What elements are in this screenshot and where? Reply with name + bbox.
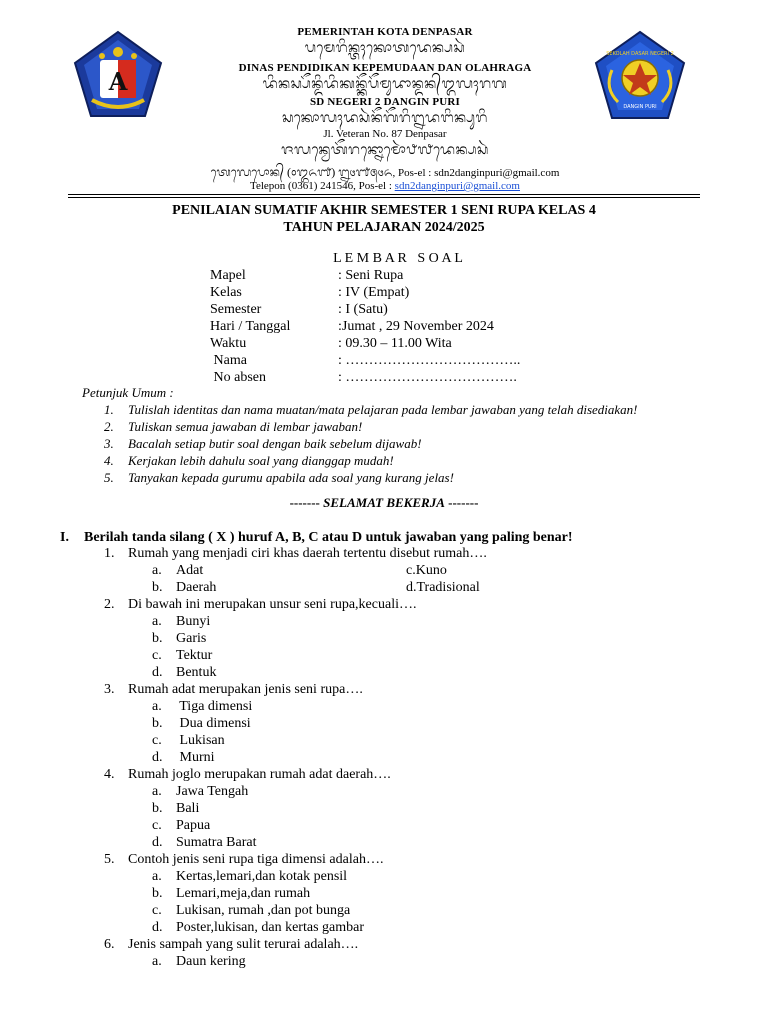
header-contact (150, 180, 620, 192)
option-text: Poster,lukisan, dan kertas gambar (176, 920, 365, 935)
lembar-soal-heading: L E M B A R S O A L (333, 251, 463, 266)
option-letter: d. (152, 835, 163, 850)
instruction-text: Bacalah setiap butir soal dengan baik sebelum dijawab! (128, 436, 422, 451)
question-text: Jenis sampah yang sulit terurai adalah…. (128, 937, 359, 952)
option-text: Daun kering (176, 954, 246, 969)
meta-value: : ……………………………….. (338, 353, 521, 368)
meta-value: :Jumat , 29 November 2024 (338, 319, 494, 334)
question-number: 5. (104, 852, 115, 867)
header-address: Jl. Veteran No. 87 Denpasar (323, 128, 447, 140)
option-letter: a. (152, 614, 162, 629)
option-letter: c. (152, 733, 162, 748)
question (104, 767, 391, 783)
header-school-name: SD NEGERI 2 DANGIN PURI (309, 96, 461, 108)
header-school-name-balinese: ᬲᬓᭀᬮᬄᬤᬲᬃᬦᭂᬕᭂᬭᬶ᭒ᬤᬗᬶᬦ᭄ᬧᬸᬭᬶ (282, 111, 488, 126)
option-text: Kertas,lemari,dan kotak pensil (176, 869, 348, 884)
header-department-balinese: ᬤᬶᬦᬲ᭄ᬧᭂᬦ᭄ᬤᬶᬤᬶᬓᬦ᭄ᬓᭂᬧᭂᬫᬸᬤᬵᬦ᭄ᬤᬦ᭄ᬑᬮᬄᬭᬕ (262, 77, 508, 92)
answer-option (152, 631, 206, 647)
option-letter: a. (152, 784, 162, 799)
option-text: Garis (176, 631, 207, 646)
question-number: 1. (104, 546, 115, 561)
option-text: Kuno (415, 563, 447, 578)
answer-option (152, 784, 248, 800)
option-letter: d. (406, 580, 417, 595)
meta-value: : 09.30 – 11.00 Wita (338, 336, 452, 351)
option-text: Tiga dimensi (176, 699, 253, 714)
option-letter: c. (406, 563, 416, 578)
answer-option (152, 920, 364, 936)
answer-option (152, 954, 246, 970)
option-letter: c. (152, 648, 162, 663)
question (104, 937, 358, 953)
instruction-item (104, 436, 422, 452)
meta-label: Kelas (210, 285, 242, 300)
header-email-1[interactable]: sdn2danginpuri@gmail.com (434, 167, 560, 179)
meta-value: : ………………………………. (338, 370, 517, 385)
answer-option (152, 903, 350, 919)
meta-label: Nama (210, 353, 247, 368)
instruction-text: Tanyakan kepada gurumu apabila ada soal yang kurang jelas! (128, 470, 454, 485)
answer-option (152, 648, 212, 664)
section-instruction: Berilah tanda silang ( X ) huruf A, B, C atau D untuk jawaban yang paling benar! (84, 530, 573, 545)
answer-option (152, 835, 256, 851)
meta-value: : Seni Rupa (338, 268, 404, 283)
instruction-text: Tuliskan semua jawaban di lembar jawaban! (128, 419, 363, 434)
selamat-dashes-left: ------- (289, 495, 320, 510)
selamat-bekerja (0, 495, 768, 511)
question-text: Di bawah ini merupakan unsur seni rupa,kecuali…. (128, 597, 417, 612)
option-text: Bunyi (176, 614, 211, 629)
header-government-balinese: ᬧᬫᬾᬭᬶᬦ᭄ᬢᬄᬓᭀᬢᬤᬾᬦ᭄ᬧᬲᬃ (304, 41, 466, 56)
instruction-number: 4. (104, 453, 114, 468)
option-text: Adat (176, 563, 204, 578)
meta-label: Semester (210, 302, 262, 317)
question-number: 6. (104, 937, 115, 952)
option-letter: b. (152, 716, 163, 731)
option-letter: a. (152, 699, 162, 714)
instruction-number: 3. (104, 436, 114, 451)
option-letter: c. (152, 903, 162, 918)
option-letter: b. (152, 801, 163, 816)
instruction-number: 1. (104, 402, 114, 417)
header-posel-label: , Pos-el : (392, 167, 432, 179)
instruction-item (104, 402, 638, 418)
meta-value: : I (Satu) (338, 302, 388, 317)
meta-label: No absen (210, 370, 266, 385)
option-text: Lemari,meja,dan rumah (176, 886, 311, 901)
instruction-item (104, 453, 394, 469)
answer-option (152, 750, 215, 766)
option-text: Jawa Tengah (176, 784, 249, 799)
answer-option (152, 614, 210, 630)
answer-option (152, 886, 310, 902)
exam-title: PENILAIAN SUMATIF AKHIR SEMESTER 1 SENI RUPA KELAS 4 (172, 203, 596, 218)
question-text: Rumah yang menjadi ciri khas daerah tertentu disebut rumah…. (128, 546, 487, 561)
instructions-heading: Petunjuk Umum : (82, 385, 174, 400)
option-letter: b. (152, 580, 163, 595)
meta-label: Mapel (210, 268, 246, 283)
svg-text:A: A (108, 67, 128, 96)
option-letter: c. (152, 818, 162, 833)
option-text: Dua dimensi (176, 716, 251, 731)
meta-value: : IV (Empat) (338, 285, 410, 300)
option-letter: b. (152, 886, 163, 901)
answer-option (152, 801, 199, 817)
instruction-number: 2. (104, 419, 114, 434)
question (104, 852, 383, 868)
exam-year: TAHUN PELAJARAN 2024/2025 (283, 220, 485, 235)
option-letter: a. (152, 563, 162, 578)
option-letter: b. (152, 631, 163, 646)
option-text: Murni (176, 750, 215, 765)
option-text: Lukisan, rumah ,dan pot bunga (176, 903, 351, 918)
option-text: Bali (176, 801, 200, 816)
option-letter: d. (152, 920, 163, 935)
selamat-text: SELAMAT BEKERJA (323, 495, 445, 510)
section-heading (60, 530, 573, 546)
instruction-text: Tulislah identitas dan nama muatan/mata pelajaran pada lembar jawaban yang telah disediakan! (128, 402, 638, 417)
question-number: 2. (104, 597, 115, 612)
question-number: 4. (104, 767, 115, 782)
selamat-dashes-right: ------- (448, 495, 479, 510)
answer-option (152, 733, 225, 749)
option-letter: d. (152, 665, 163, 680)
answer-option (152, 580, 216, 596)
question (104, 546, 487, 562)
header-email-link[interactable]: sdn2danginpuri@gmail.com (394, 180, 520, 192)
answer-option (152, 699, 252, 715)
instruction-text: Kerjakan lebih dahulu soal yang dianggap mudah! (128, 453, 394, 468)
option-text: Bentuk (176, 665, 217, 680)
answer-option (152, 563, 203, 579)
answer-option (152, 665, 216, 681)
meta-label: Hari / Tanggal (210, 319, 291, 334)
option-letter: d. (152, 750, 163, 765)
instruction-item (104, 470, 454, 486)
question-text: Rumah joglo merupakan rumah adat daerah…. (128, 767, 391, 782)
school-logo-text-bottom: DANGIN PURI (623, 104, 657, 110)
answer-option (406, 563, 447, 579)
header-phone-balinese: ᬢᬾᬮᬾᬧᭀᬦ᭄ (᭐᭓᭖᭑) ᭒᭔᭑᭕᭔᭖ (210, 165, 393, 179)
question-text: Rumah adat merupakan jenis seni rupa…. (128, 682, 363, 697)
header-divider-thin (68, 197, 700, 198)
section-number: I. (60, 530, 69, 545)
option-text: Tektur (176, 648, 213, 663)
option-text: Sumatra Barat (176, 835, 257, 850)
answer-option (406, 580, 480, 596)
option-text: Lukisan (176, 733, 225, 748)
question (104, 597, 416, 613)
header-address-balinese: ᬚᬮᬦ᭄ᬯᬾᬢᭂᬭᬦ᭄ᬦᭀᬫᭀᬃ᭘᭗ᬤᬾᬦ᭄ᬧᬲᬃ (281, 143, 489, 158)
meta-label: Waktu (210, 336, 247, 351)
header-government: PEMERINTAH KOTA DENPASAR (297, 26, 473, 38)
instruction-number: 5. (104, 470, 114, 485)
option-letter: a. (152, 954, 162, 969)
answer-option (152, 716, 251, 732)
option-text: Papua (176, 818, 211, 833)
option-text: Daerah (176, 580, 217, 595)
option-letter: a. (152, 869, 162, 884)
school-logo-text-top: SEKOLAH DASAR NEGERI 2 (606, 51, 674, 57)
question-number: 3. (104, 682, 115, 697)
answer-option (152, 869, 347, 885)
option-text: Tradisional (416, 580, 480, 595)
question (104, 682, 363, 698)
header-divider (68, 194, 700, 195)
header-phone: Telepon (0361) 241546, Pos-el : (250, 180, 392, 192)
header-department: DINAS PENDIDIKAN KEPEMUDAAN DAN OLAHRAGA (238, 62, 532, 74)
answer-option (152, 818, 210, 834)
instruction-item (104, 419, 362, 435)
question-text: Contoh jenis seni rupa tiga dimensi adalah…. (128, 852, 384, 867)
